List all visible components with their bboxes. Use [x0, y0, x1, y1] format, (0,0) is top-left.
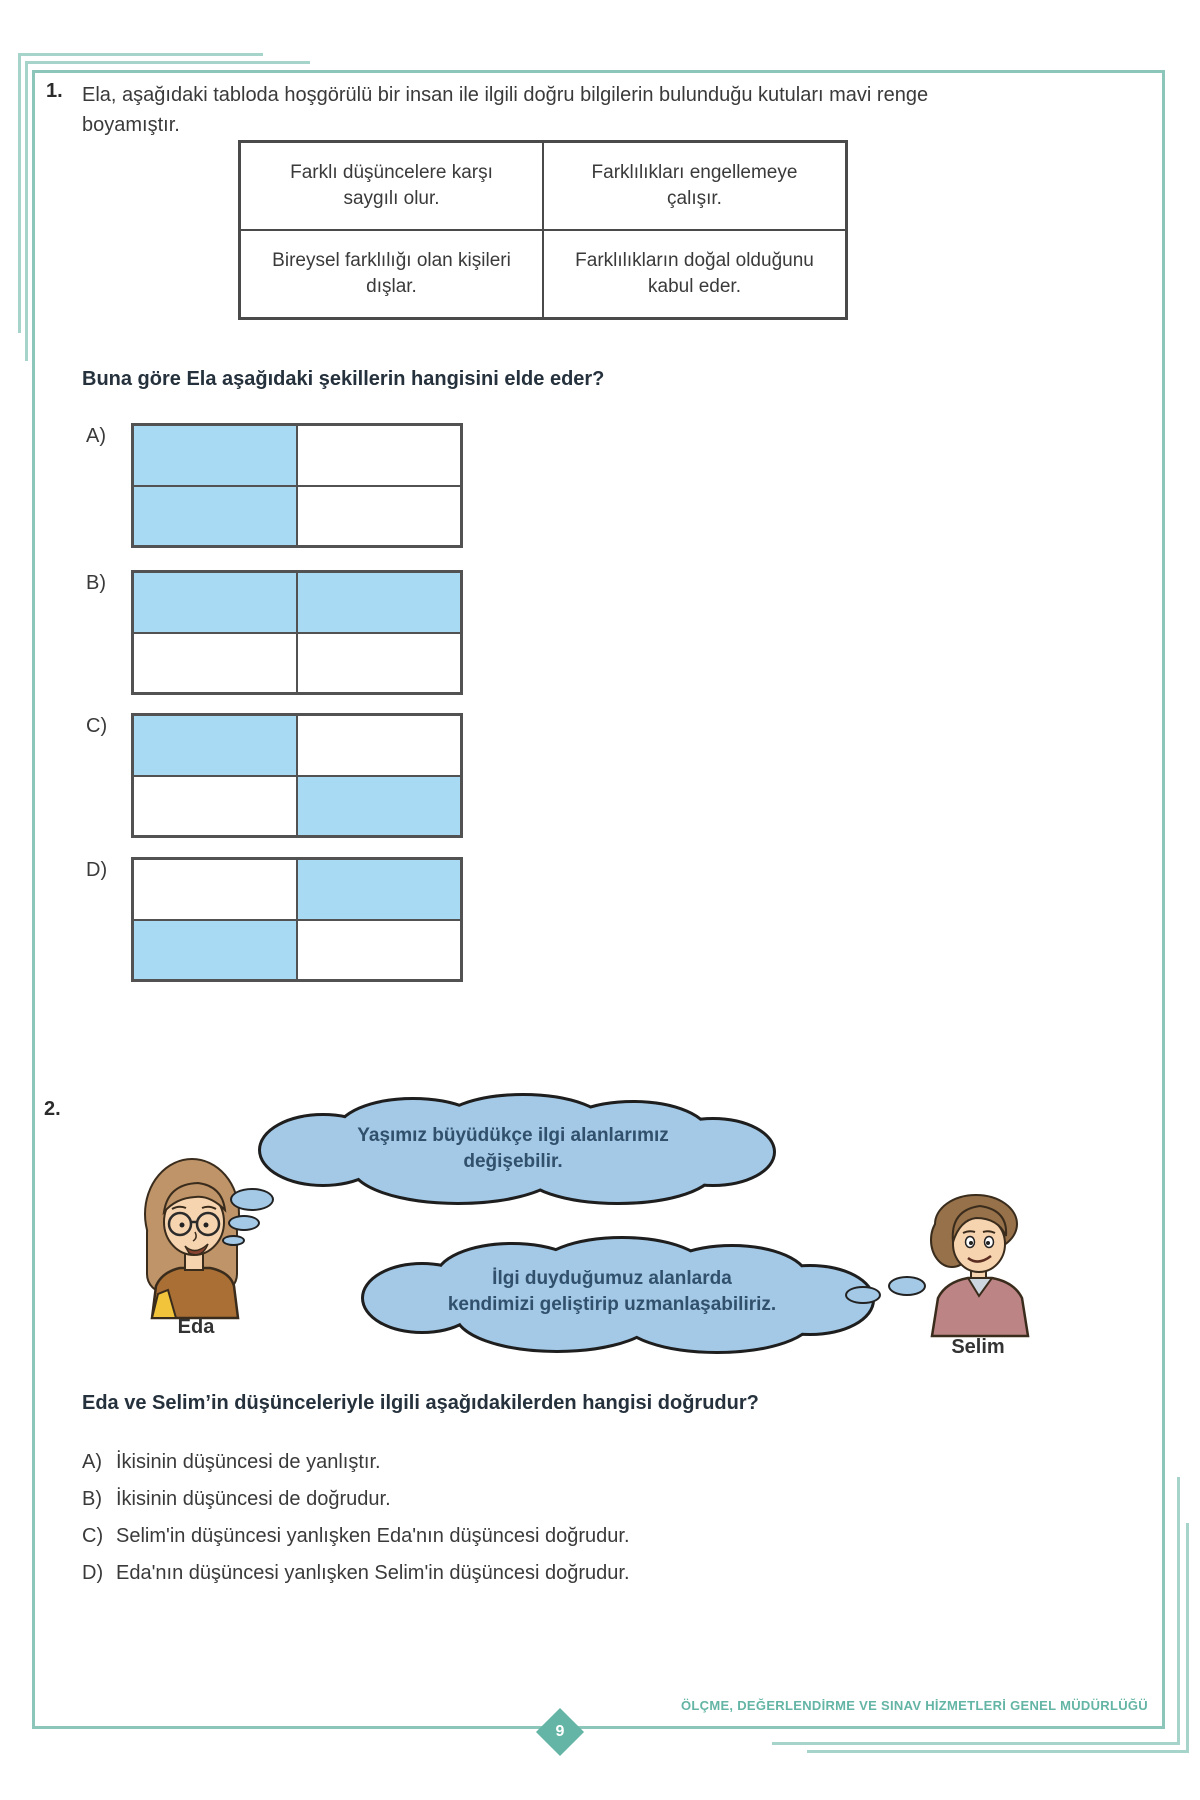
- question-2-number: 2.: [44, 1098, 61, 1120]
- empty-cell: [297, 920, 461, 981]
- footer-institution-text: ÖLÇME, DEĞERLENDİRME VE SINAV HİZMETLERİ GENEL MÜDÜRLÜĞÜ: [680, 1698, 1148, 1713]
- painted-cell: [297, 572, 461, 633]
- table-cell: Farklı düşüncelere karşı saygılı olur.: [240, 142, 543, 230]
- option-b-text: İkisinin düşüncesi de doğrudur.: [116, 1488, 391, 1510]
- option-c-label: C): [82, 1525, 104, 1547]
- statements-table: [238, 140, 848, 320]
- empty-cell: [297, 486, 461, 547]
- empty-cell: [133, 776, 297, 837]
- question-2-stem: Eda ve Selim’in düşünceleriyle ilgili aşağıdakilerden hangisi doğrudur?: [82, 1392, 759, 1414]
- painted-cell: [133, 920, 297, 981]
- painted-cell: [297, 859, 461, 920]
- eda-name-label: Eda: [177, 1316, 215, 1338]
- option-d-label: D): [86, 859, 108, 881]
- empty-cell: [297, 633, 461, 694]
- option-a-label: A): [82, 1451, 102, 1473]
- option-d-text: Eda'nın düşüncesi yanlışken Selim'in düşüncesi doğrudur.: [116, 1562, 630, 1584]
- thought-trail-bubble: [222, 1235, 245, 1246]
- empty-cell: [297, 715, 461, 776]
- answer-grid-d: [131, 857, 463, 982]
- thought-trail-bubble: [845, 1286, 881, 1304]
- painted-cell: [133, 572, 297, 633]
- question-1-number: 1.: [46, 80, 63, 102]
- thought-bubble-eda: [238, 1090, 788, 1210]
- option-c-text: Selim'in düşüncesi yanlışken Eda'nın düşüncesi doğrudur.: [116, 1525, 630, 1547]
- empty-cell: [133, 633, 297, 694]
- option-b-label: B): [86, 572, 106, 594]
- page-number-badge: [536, 1708, 584, 1756]
- thought-bubble-selim: [342, 1228, 882, 1358]
- table-cell: Bireysel farklılığı olan kişileri dışlar.: [240, 230, 543, 318]
- question-1-stem: Buna göre Ela aşağıdaki şekillerin hangisini elde eder?: [82, 368, 605, 390]
- selim-illustration: [916, 1186, 1038, 1338]
- page-number: 9: [555, 1723, 565, 1740]
- answer-option-c: [82, 1518, 1002, 1555]
- table-cell: Farklılıkları engellemeye çalışır.: [543, 142, 846, 230]
- option-b-label: B): [82, 1488, 102, 1510]
- painted-cell: [133, 715, 297, 776]
- option-d-label: D): [82, 1562, 104, 1584]
- answer-option-b: [82, 1481, 1002, 1518]
- option-c-label: C): [86, 715, 108, 737]
- answer-grid-b: [131, 570, 463, 695]
- answer-option-a: [82, 1444, 1002, 1481]
- answer-grid-c: [131, 713, 463, 838]
- selim-bubble-text: İlgi duyduğumuz alanlarda kendimizi geliştirip uzmanlaşabiliriz.: [447, 1267, 777, 1315]
- thought-trail-bubble: [230, 1188, 274, 1211]
- eda-bubble-text: Yaşımız büyüdükçe ilgi alanlarımız değişebilir.: [357, 1124, 669, 1172]
- answer-option-d: [82, 1555, 1002, 1592]
- question-1-prompt: Ela, aşağıdaki tabloda hoşgörülü bir insan ile ilgili doğru bilgilerin bulunduğu kutuları mavi renge boyamıştır.: [82, 84, 929, 136]
- question-2-options: [82, 1444, 1002, 1592]
- painted-cell: [297, 776, 461, 837]
- table-cell: Farklılıkların doğal olduğunu kabul eder.: [543, 230, 846, 318]
- painted-cell: [133, 425, 297, 486]
- option-a-text: İkisinin düşüncesi de yanlıştır.: [116, 1451, 381, 1473]
- empty-cell: [133, 859, 297, 920]
- painted-cell: [133, 486, 297, 547]
- thought-trail-bubble: [228, 1215, 260, 1231]
- answer-grid-a: [131, 423, 463, 548]
- selim-name-label: Selim: [951, 1336, 1005, 1358]
- empty-cell: [297, 425, 461, 486]
- option-a-label: A): [86, 425, 106, 447]
